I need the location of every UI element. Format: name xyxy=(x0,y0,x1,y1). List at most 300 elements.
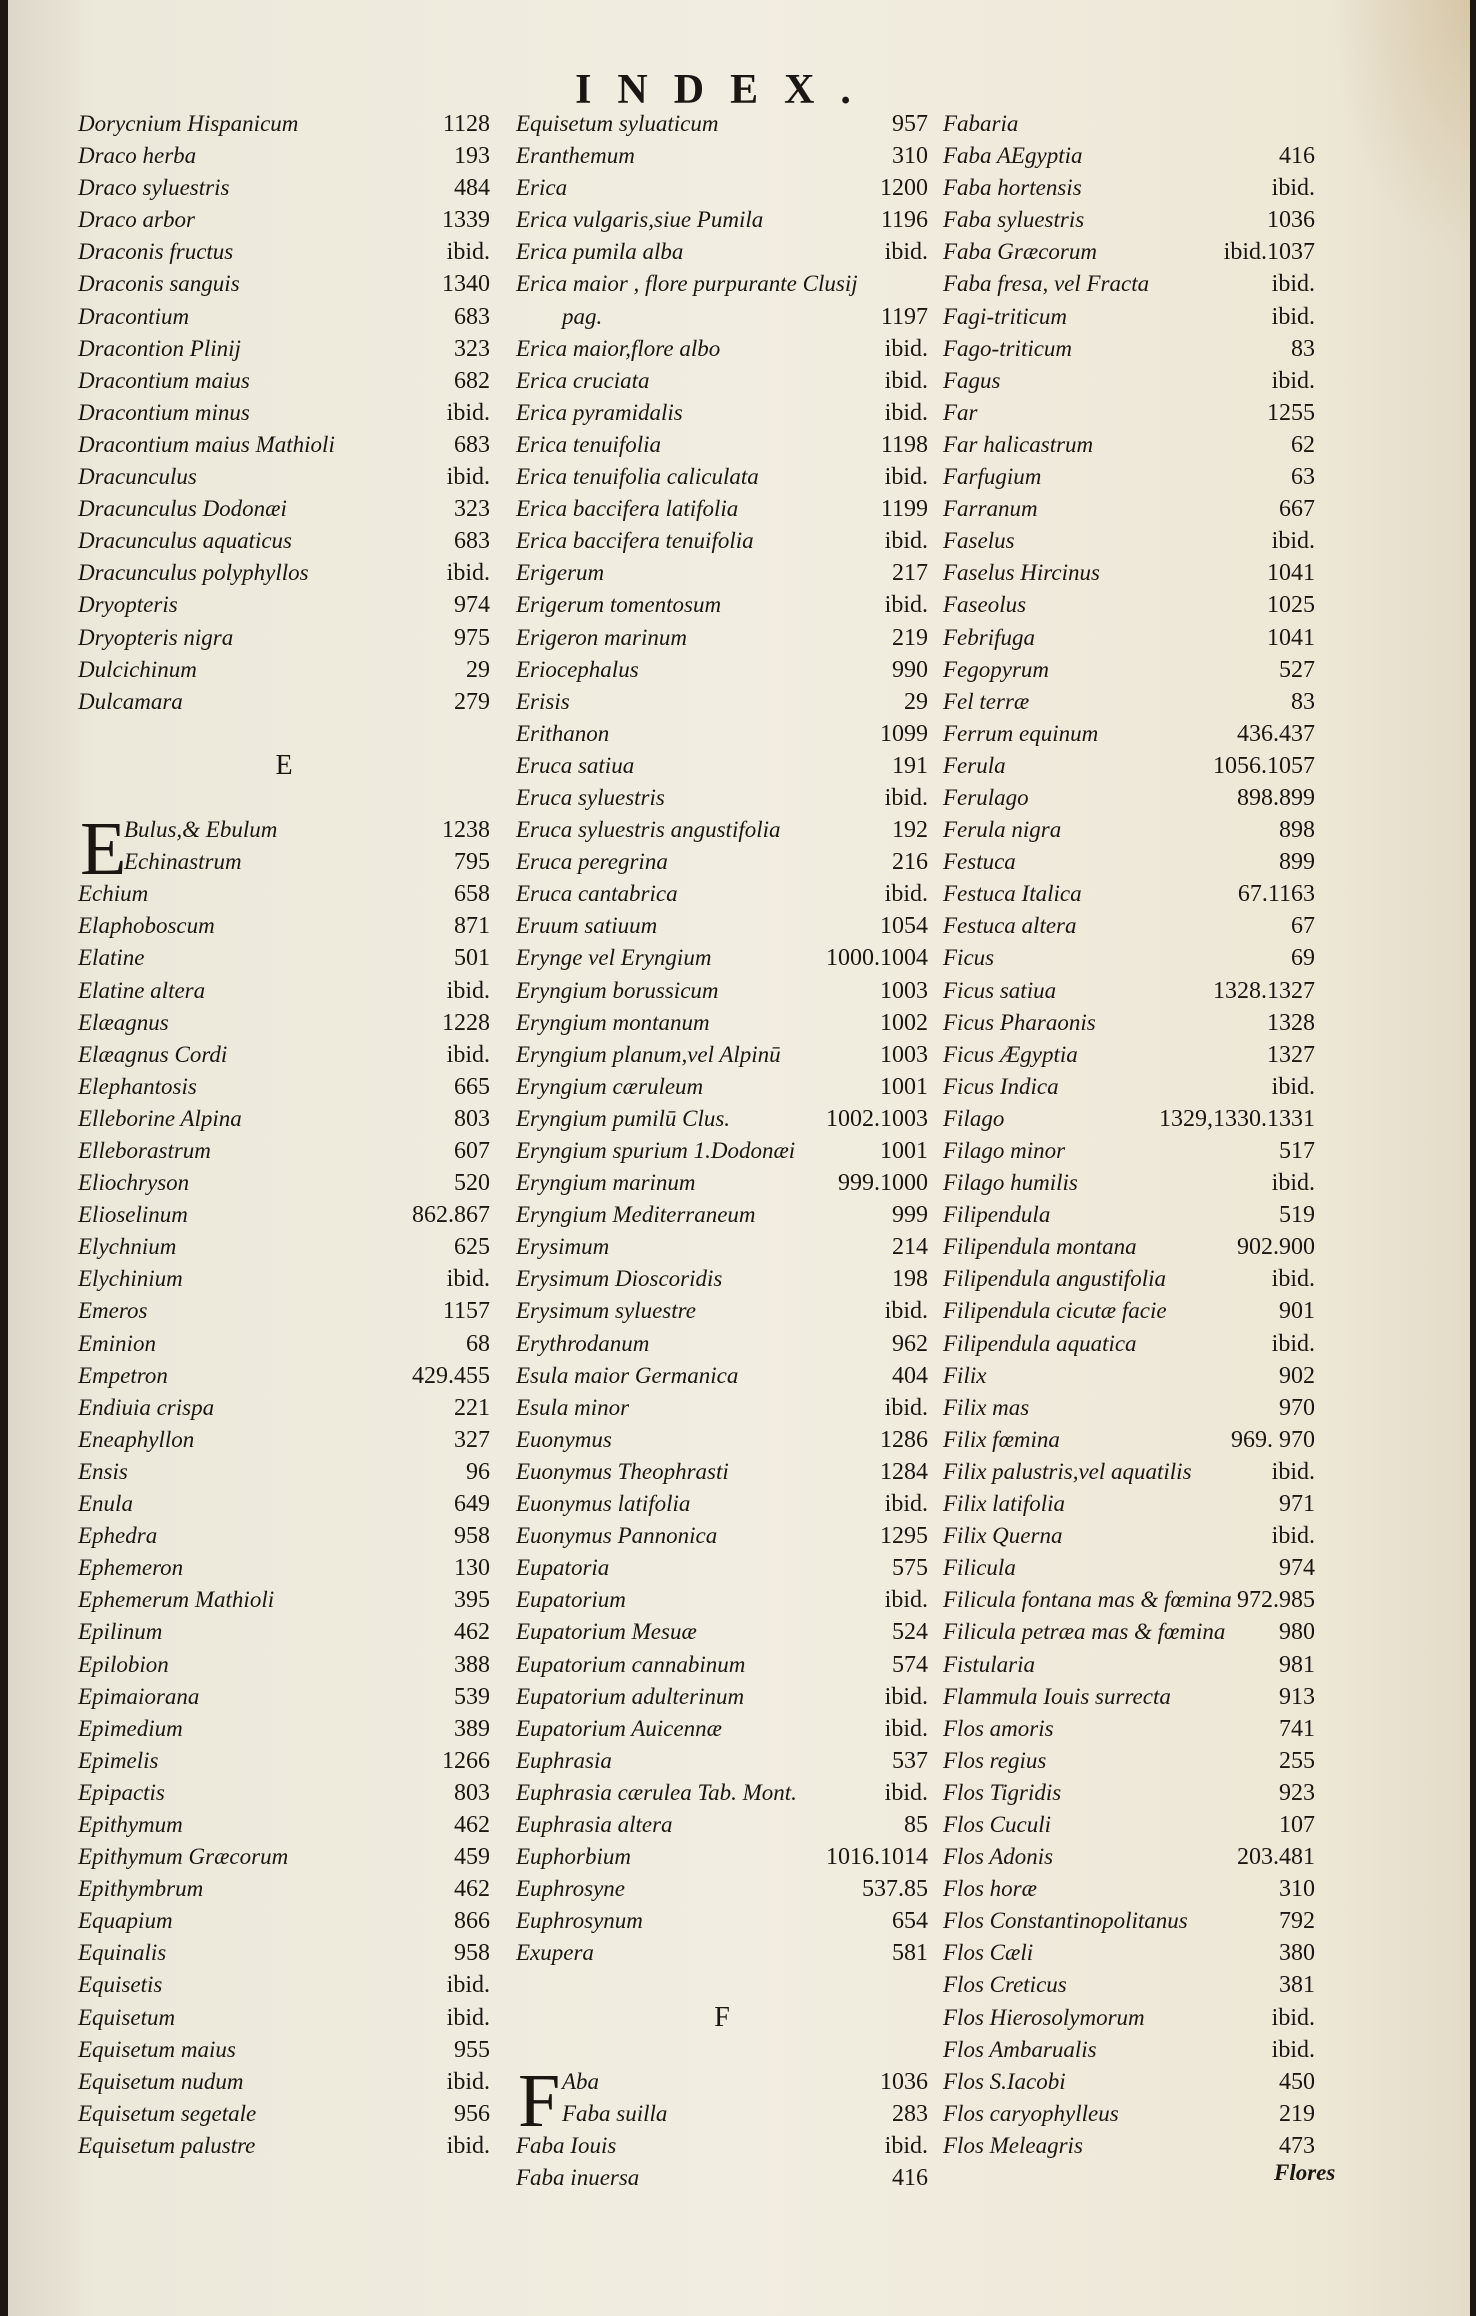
entry-page-ref: 192 xyxy=(892,817,928,844)
entry-page-ref: 957 xyxy=(892,111,928,137)
entry-term: Eminion xyxy=(78,1330,156,1356)
entry-term: Festuca altera xyxy=(943,913,1077,939)
entry-term: Erigerum tomentosum xyxy=(516,592,722,618)
entry-page-ref: 795 xyxy=(454,849,490,876)
index-entry xyxy=(516,1616,928,1648)
entry-term: Filix latifolia xyxy=(943,1491,1066,1517)
entry-term: Eupatorium Mesuæ xyxy=(516,1619,697,1645)
entry-page-ref: 898.899 xyxy=(1237,784,1315,811)
spacer xyxy=(78,718,490,750)
entry-page-ref: 975 xyxy=(454,624,490,651)
entry-page-ref: 1036 xyxy=(1267,207,1315,234)
entry-term: Dracontium minus xyxy=(78,399,250,425)
index-entry xyxy=(943,268,1315,300)
index-entry xyxy=(943,2002,1315,2034)
entry-page-ref: 63 xyxy=(1291,464,1315,491)
index-entry xyxy=(943,1681,1315,1713)
entry-page-ref: 683 xyxy=(454,431,490,458)
index-entry xyxy=(516,1713,928,1745)
entry-term: Euphrosyne xyxy=(516,1876,626,1902)
entry-page-ref: ibid. xyxy=(446,1041,490,1068)
entry-page-ref: ibid. xyxy=(1271,1458,1315,1485)
entry-term: Flammula Iouis surrecta xyxy=(943,1683,1171,1709)
entry-page-ref: ibid. xyxy=(1271,1330,1315,1357)
drop-capital: E xyxy=(80,807,127,892)
entry-term: pag. xyxy=(562,303,603,329)
entry-term: Erica tenuifolia caliculata xyxy=(516,464,759,490)
index-entry xyxy=(516,525,928,557)
entry-term: Erica cruciata xyxy=(516,367,650,393)
entry-term: Eruca syluestris xyxy=(516,784,665,810)
entry-term: Ficus Pharaonis xyxy=(943,1009,1096,1035)
catchword: Flores xyxy=(1274,2160,1336,2185)
index-entry xyxy=(943,2066,1315,2098)
entry-term: Ferula nigra xyxy=(943,817,1062,843)
entry-page-ref: 902.900 xyxy=(1237,1234,1315,1261)
entry-page-ref: 388 xyxy=(454,1651,490,1678)
entry-page-ref: ibid. xyxy=(1271,175,1315,202)
index-entry xyxy=(943,1392,1315,1424)
index-entry xyxy=(78,525,490,557)
index-entry xyxy=(943,2130,1315,2162)
index-entry xyxy=(943,557,1315,589)
entry-term: Eupatorium cannabinum xyxy=(516,1651,746,1677)
entry-term: Eriocephalus xyxy=(516,656,639,682)
index-entry xyxy=(943,589,1315,621)
index-entry xyxy=(78,1199,490,1231)
entry-term: Eliochryson xyxy=(78,1170,190,1196)
index-entry xyxy=(78,1552,490,1584)
index-column-1 xyxy=(78,108,490,2162)
index-entry xyxy=(943,301,1315,333)
index-entry xyxy=(516,1649,928,1681)
entry-term: Ephemerum Mathioli xyxy=(78,1587,275,1613)
entry-page-ref: 67 xyxy=(1291,913,1315,940)
entry-term: Equisetum maius xyxy=(78,2036,236,2062)
index-entry xyxy=(943,1488,1315,1520)
entry-page-ref: 958 xyxy=(454,1523,490,1550)
entry-term: Febrifuga xyxy=(943,624,1035,650)
index-entry xyxy=(943,1745,1315,1777)
entry-page-ref: 1003 xyxy=(880,977,928,1004)
entry-term: Dracunculus aquaticus xyxy=(78,528,293,554)
entry-term: Eruum satiuum xyxy=(516,913,658,939)
entry-term: Epithymbrum xyxy=(78,1876,204,1902)
index-entry xyxy=(516,1488,928,1520)
index-entry xyxy=(516,557,928,589)
entry-term: Dulcichinum xyxy=(78,656,197,682)
entry-term: Filipendula cicutæ facie xyxy=(943,1298,1167,1324)
index-entry xyxy=(78,2130,490,2162)
entry-term: Flos Creticus xyxy=(943,1972,1067,1998)
entry-term: Flos amoris xyxy=(943,1715,1054,1741)
entry-page-ref: 501 xyxy=(454,945,490,972)
entry-page-ref: 519 xyxy=(1279,1202,1315,1229)
entry-term: Farfugium xyxy=(943,464,1042,490)
entry-page-ref: ibid. xyxy=(884,367,928,394)
entry-term: Dulcamara xyxy=(78,688,183,714)
entry-page-ref: 1198 xyxy=(880,431,928,458)
entry-page-ref: 962 xyxy=(892,1330,928,1357)
index-entry xyxy=(78,1103,490,1135)
entry-term: Flos caryophylleus xyxy=(943,2100,1119,2126)
index-entry xyxy=(516,1424,928,1456)
entry-page-ref: 83 xyxy=(1291,335,1315,362)
entry-term: Dracunculus Dodonæi xyxy=(78,496,287,522)
entry-page-ref: 96 xyxy=(466,1458,490,1485)
entry-term: Eruca cantabrica xyxy=(516,881,678,907)
entry-page-ref: 1002.1003 xyxy=(826,1105,928,1132)
entry-term: Dracontion Plinij xyxy=(78,335,241,361)
entry-term: Festuca Italica xyxy=(943,881,1082,907)
entry-term: Ephedra xyxy=(78,1523,158,1549)
entry-page-ref: 429.455 xyxy=(412,1362,490,1389)
entry-term: Filicula xyxy=(943,1555,1016,1581)
entry-term: Euphrasia cærulea Tab. Mont. xyxy=(516,1779,797,1805)
entry-page-ref: ibid. xyxy=(1271,1073,1315,1100)
index-entry xyxy=(516,268,928,300)
index-entry xyxy=(516,942,928,974)
index-entry xyxy=(78,236,490,268)
entry-term: Eneaphyllon xyxy=(78,1426,195,1452)
index-entry xyxy=(78,654,490,686)
entry-term: Faba suilla xyxy=(562,2100,668,2126)
index-entry xyxy=(943,1071,1315,1103)
entry-term: Faselus xyxy=(943,528,1015,554)
entry-page-ref: ibid. xyxy=(884,1491,928,1518)
entry-page-ref: 972.985 xyxy=(1237,1587,1315,1614)
index-entry xyxy=(943,654,1315,686)
entry-page-ref: ibid. xyxy=(1271,528,1315,555)
index-entry xyxy=(516,654,928,686)
entry-term: Fabaria xyxy=(943,111,1019,136)
index-entry xyxy=(943,172,1315,204)
entry-term: Flos Tigridis xyxy=(943,1779,1062,1805)
entry-term: Erica tenuifolia xyxy=(516,431,662,457)
entry-term: Elephantosis xyxy=(78,1073,197,1099)
entry-page-ref: 803 xyxy=(454,1105,490,1132)
entry-term: Ficus satiua xyxy=(943,977,1057,1003)
entry-term: Equisetum palustre xyxy=(78,2132,256,2158)
index-entry xyxy=(78,1135,490,1167)
entry-page-ref: ibid. xyxy=(446,2132,490,2159)
entry-term: Eupatoria xyxy=(516,1555,610,1581)
entry-term: Faba syluestris xyxy=(943,207,1085,233)
index-entry xyxy=(516,1103,928,1135)
entry-page-ref: 741 xyxy=(1279,1715,1315,1742)
index-entry xyxy=(78,910,490,942)
index-entry xyxy=(516,1584,928,1616)
entry-page-ref: 416 xyxy=(892,2165,928,2191)
entry-term: Erica maior , flore purpurante Clusij xyxy=(516,271,858,297)
index-entry xyxy=(943,1231,1315,1263)
index-entry xyxy=(943,397,1315,429)
index-entry xyxy=(516,1841,928,1873)
entry-page-ref: ibid. xyxy=(446,2004,490,2031)
entry-term: Erica maior,flore albo xyxy=(516,335,721,361)
index-entry xyxy=(78,1039,490,1071)
entry-term: Filago humilis xyxy=(943,1170,1078,1196)
index-entry xyxy=(516,1392,928,1424)
entry-term: Filix mas xyxy=(943,1394,1030,1420)
index-entry xyxy=(943,718,1315,750)
entry-term: Eryngium planum,vel Alpinū xyxy=(516,1041,781,1067)
index-entry xyxy=(943,1809,1315,1841)
index-entry xyxy=(78,1681,490,1713)
index-entry xyxy=(78,2098,490,2130)
index-entry xyxy=(78,1167,490,1199)
index-entry xyxy=(943,1584,1315,1616)
index-entry xyxy=(78,301,490,333)
entry-page-ref: 1284 xyxy=(880,1458,928,1485)
index-entry xyxy=(516,1007,928,1039)
entry-page-ref: 1001 xyxy=(880,1073,928,1100)
entry-page-ref: 683 xyxy=(454,528,490,555)
index-entry xyxy=(516,1135,928,1167)
index-entry xyxy=(943,2098,1315,2130)
index-entry xyxy=(516,1520,928,1552)
entry-page-ref: 381 xyxy=(1279,1972,1315,1999)
index-entry xyxy=(78,1584,490,1616)
index-entry xyxy=(516,140,928,172)
entry-page-ref: 462 xyxy=(454,1876,490,1903)
index-entry xyxy=(516,686,928,718)
entry-term: Equisetum segetale xyxy=(78,2100,257,2126)
entry-term: Flos horæ xyxy=(943,1876,1037,1902)
entry-page-ref: 193 xyxy=(454,143,490,170)
page-heading: INDEX. xyxy=(575,67,877,113)
entry-term: Filipendula montana xyxy=(943,1234,1137,1260)
entry-page-ref: 1002 xyxy=(880,1009,928,1036)
entry-page-ref: 1238 xyxy=(442,817,490,844)
index-entry xyxy=(943,525,1315,557)
entry-term: Erisis xyxy=(516,688,570,714)
entry-page-ref: 283 xyxy=(892,2100,928,2127)
entry-page-ref: 625 xyxy=(454,1234,490,1261)
entry-page-ref: 581 xyxy=(892,1940,928,1967)
entry-term: Filipendula aquatica xyxy=(943,1330,1137,1356)
entry-page-ref: 62 xyxy=(1291,431,1315,458)
index-entry xyxy=(78,1713,490,1745)
index-entry xyxy=(943,622,1315,654)
entry-page-ref: ibid. xyxy=(446,1266,490,1293)
entry-page-ref: 310 xyxy=(1279,1876,1315,1903)
entry-page-ref: 683 xyxy=(454,303,490,330)
index-entry xyxy=(516,204,928,236)
entry-page-ref: 665 xyxy=(454,1073,490,1100)
entry-page-ref: 537 xyxy=(892,1747,928,1774)
entry-term: Flos Meleagris xyxy=(943,2132,1083,2158)
index-entry xyxy=(78,493,490,525)
index-entry xyxy=(943,1552,1315,1584)
entry-term: Enula xyxy=(78,1491,133,1517)
index-entry xyxy=(78,1649,490,1681)
entry-page-ref: 1328 xyxy=(1267,1009,1315,1036)
entry-page-ref: 221 xyxy=(454,1394,490,1421)
entry-page-ref: 803 xyxy=(454,1779,490,1806)
drop-capital: F xyxy=(518,2058,561,2143)
entry-page-ref: 527 xyxy=(1279,656,1315,683)
entry-page-ref: 974 xyxy=(1279,1555,1315,1582)
entry-page-ref: 1329,1330.1331 xyxy=(1159,1105,1315,1132)
entry-term: Draco syluestris xyxy=(78,175,230,201)
entry-term: Flos Adonis xyxy=(943,1844,1054,1870)
entry-page-ref: 130 xyxy=(454,1555,490,1582)
entry-term: Faba Iouis xyxy=(516,2132,617,2158)
entry-page-ref: 279 xyxy=(454,688,490,715)
index-entry xyxy=(943,910,1315,942)
index-entry xyxy=(516,1360,928,1392)
entry-page-ref: 85 xyxy=(904,1811,928,1838)
entry-term: Euphrasia altera xyxy=(516,1811,673,1837)
entry-page-ref: 970 xyxy=(1279,1394,1315,1421)
index-entry xyxy=(78,2066,490,2098)
entry-page-ref: 990 xyxy=(892,656,928,683)
index-entry xyxy=(516,172,928,204)
entry-term: Dracontium maius Mathioli xyxy=(78,431,335,457)
entry-term: Ferula xyxy=(943,752,1006,778)
index-entry xyxy=(78,1007,490,1039)
entry-term: Filicula petræa mas & fœmina xyxy=(943,1619,1226,1645)
entry-term: Elioselinum xyxy=(78,1202,188,1228)
entry-page-ref: 198 xyxy=(892,1266,928,1293)
entry-page-ref: 902 xyxy=(1279,1362,1315,1389)
entry-term: Epipactis xyxy=(78,1779,165,1805)
index-entry xyxy=(943,1135,1315,1167)
index-entry xyxy=(943,108,1315,140)
index-entry xyxy=(78,622,490,654)
entry-term: Dracontium xyxy=(78,303,190,329)
index-entry xyxy=(943,1167,1315,1199)
entry-term: Euphrasia xyxy=(516,1747,612,1773)
entry-term: Aba xyxy=(562,2068,600,2094)
spacer xyxy=(516,2034,928,2066)
entry-page-ref: ibid. xyxy=(446,560,490,587)
entry-term: Euonymus Theophrasti xyxy=(516,1458,729,1484)
entry-term: Erysimum xyxy=(516,1234,610,1260)
entry-page-ref: ibid. xyxy=(884,2132,928,2159)
entry-page-ref: 255 xyxy=(1279,1747,1315,1774)
entry-term: Ephemeron xyxy=(78,1555,184,1581)
entry-page-ref: 899 xyxy=(1279,849,1315,876)
entry-page-ref: ibid. xyxy=(884,1587,928,1614)
entry-page-ref: 682 xyxy=(454,367,490,394)
index-entry xyxy=(78,975,490,1007)
index-entry xyxy=(943,750,1315,782)
entry-term: Echinastrum xyxy=(124,849,242,875)
entry-page-ref: ibid. xyxy=(884,592,928,619)
index-entry xyxy=(78,1456,490,1488)
entry-term: Eryngium Mediterraneum xyxy=(516,1202,756,1228)
index-entry xyxy=(78,1616,490,1648)
entry-term: Erigerum xyxy=(516,560,605,586)
entry-page-ref: 203.481 xyxy=(1237,1844,1315,1871)
entry-term: Elæagnus xyxy=(78,1009,169,1035)
entry-page-ref: 539 xyxy=(454,1683,490,1710)
entry-term: Euphorbium xyxy=(516,1844,631,1870)
index-entry xyxy=(78,1488,490,1520)
entry-term: Filix xyxy=(943,1362,987,1388)
index-entry xyxy=(78,333,490,365)
index-entry xyxy=(78,1905,490,1937)
index-entry xyxy=(516,718,928,750)
index-entry xyxy=(78,1777,490,1809)
entry-page-ref: ibid. xyxy=(884,784,928,811)
index-entry xyxy=(943,461,1315,493)
entry-page-ref: ibid.1037 xyxy=(1223,239,1315,266)
entry-term: Ficus xyxy=(943,945,995,971)
entry-term: Flos S.Iacobi xyxy=(943,2068,1066,2094)
entry-term: Faba Græcorum xyxy=(943,239,1097,265)
entry-term: Flos Cæli xyxy=(943,1940,1034,1966)
entry-page-ref: 380 xyxy=(1279,1940,1315,1967)
entry-term: Flos Constantinopolitanus xyxy=(943,1908,1188,1934)
entry-page-ref: 1099 xyxy=(880,720,928,747)
index-entry xyxy=(78,140,490,172)
index-entry xyxy=(78,878,490,910)
index-entry xyxy=(943,1295,1315,1327)
entry-page-ref: 191 xyxy=(892,752,928,779)
entry-page-ref: 107 xyxy=(1279,1811,1315,1838)
index-entry xyxy=(78,1424,490,1456)
entry-term: Epilinum xyxy=(78,1619,163,1645)
index-entry xyxy=(943,1007,1315,1039)
entry-term: Erysimum Dioscoridis xyxy=(516,1266,723,1292)
entry-page-ref: 607 xyxy=(454,1138,490,1164)
entry-term: Euonymus Pannonica xyxy=(516,1523,718,1549)
entry-page-ref: 1157 xyxy=(442,1298,490,1325)
entry-page-ref: 404 xyxy=(892,1362,928,1389)
index-page xyxy=(8,0,1470,2316)
index-entry xyxy=(516,1745,928,1777)
index-entry xyxy=(78,429,490,461)
entry-term: Ferulago xyxy=(943,784,1029,810)
entry-term: Echium xyxy=(78,881,149,907)
entry-term: Ensis xyxy=(78,1458,128,1484)
index-entry xyxy=(943,878,1315,910)
entry-term: Elleborine Alpina xyxy=(78,1105,242,1131)
index-entry xyxy=(943,1520,1315,1552)
index-entry xyxy=(78,686,490,718)
entry-term: Equisetum xyxy=(78,2004,176,2030)
entry-term: Erynge vel Eryngium xyxy=(516,945,712,971)
index-entry xyxy=(943,1713,1315,1745)
index-entry xyxy=(78,1520,490,1552)
entry-page-ref: 484 xyxy=(454,175,490,202)
entry-term: Far halicastrum xyxy=(943,431,1094,457)
index-entry xyxy=(516,1809,928,1841)
entry-page-ref: 1128 xyxy=(442,111,490,137)
index-entry xyxy=(943,204,1315,236)
index-entry xyxy=(943,333,1315,365)
entry-term: Dryopteris nigra xyxy=(78,624,234,650)
entry-term: Draco herba xyxy=(78,143,197,169)
entry-term: Euphrosynum xyxy=(516,1908,643,1934)
entry-page-ref: 1054 xyxy=(880,913,928,940)
entry-term: Faba AEgyptia xyxy=(943,143,1083,169)
index-entry xyxy=(943,1199,1315,1231)
entry-term: Eranthemum xyxy=(516,143,635,169)
entry-page-ref: 395 xyxy=(454,1587,490,1614)
entry-page-ref: ibid. xyxy=(1271,2004,1315,2031)
entry-page-ref: 1025 xyxy=(1267,592,1315,619)
entry-term: Draco arbor xyxy=(78,207,195,233)
entry-page-ref: 323 xyxy=(454,335,490,362)
entry-term: Eupatorium adulterinum xyxy=(516,1683,745,1709)
entry-term: Equisetum nudum xyxy=(78,2068,244,2094)
entry-term: Faseolus xyxy=(943,592,1027,618)
entry-page-ref: 327 xyxy=(454,1426,490,1453)
